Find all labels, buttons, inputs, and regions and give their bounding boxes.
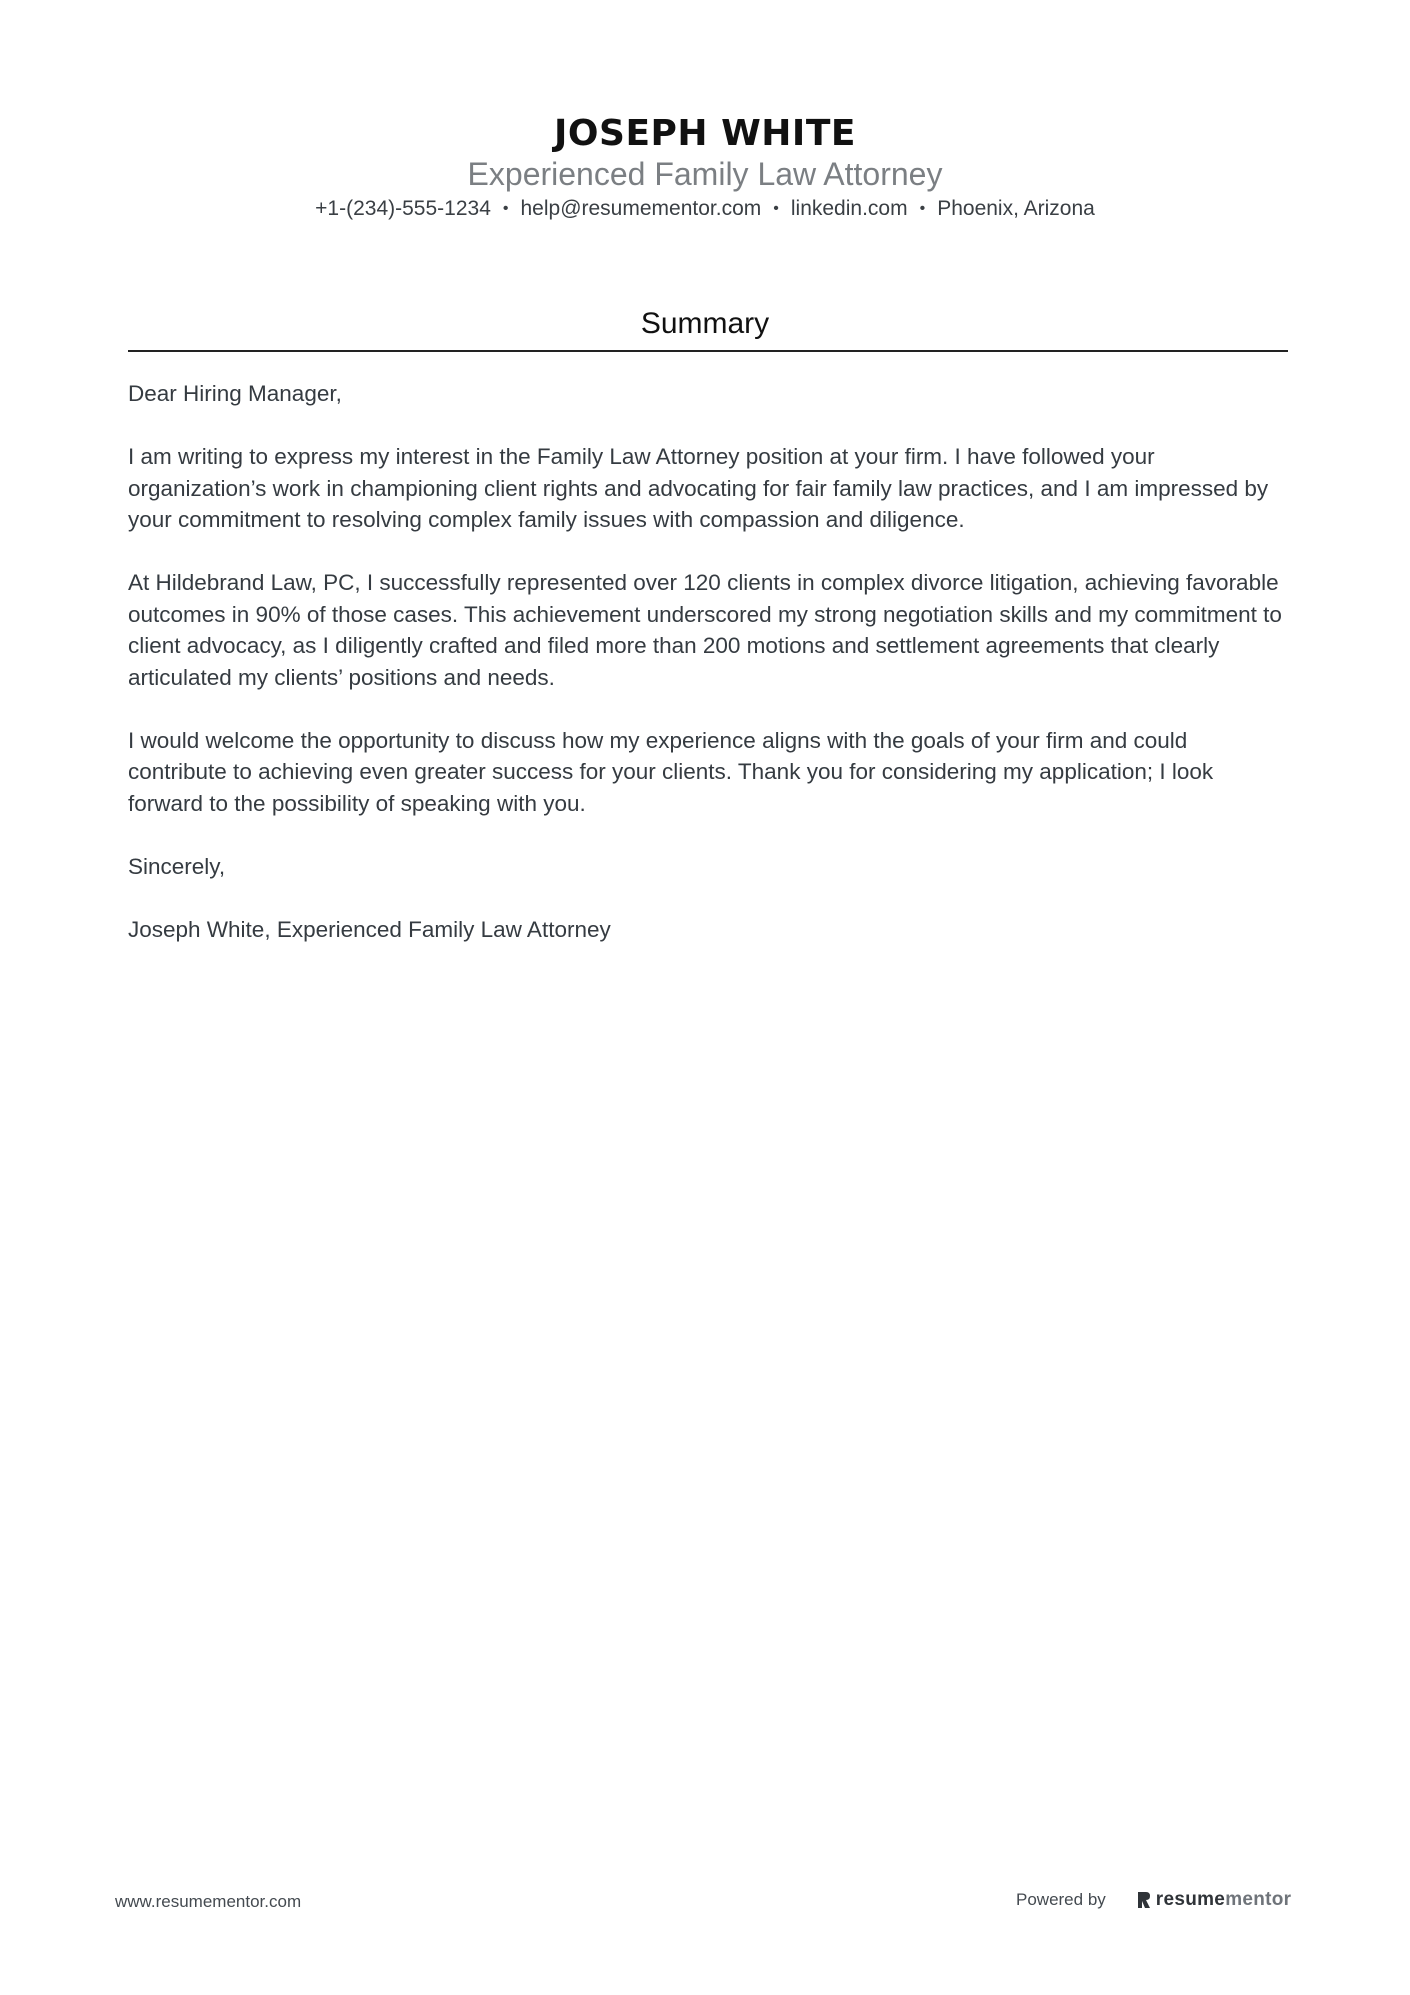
contact-separator: • [773,200,779,217]
brand-name-part1: resume [1155,1889,1226,1910]
brand-name-part2: mentor [1225,1889,1292,1910]
letter-paragraph: I am writing to express my interest in the Family Law Attorney position at your firm. I have followed your organization’s work in championing client rights and advocating for fair family law practices, and I am impressed by your commitment to resolving complex family issues with compassion and diligence. [128,444,1269,532]
footer-branding [1016,1886,1291,1914]
section-title-summary: Summary [640,307,770,340]
footer-website-link[interactable]: www.resumementor.com [115,1892,302,1911]
letter-closing: Sincerely, [128,853,226,879]
section-divider [128,350,1288,352]
contact-separator: • [919,200,926,217]
contact-line [0,194,1410,224]
letter-header [0,112,1410,224]
letter-paragraph: At Hildebrand Law, PC, I successfully represented over 120 clients in complex divorce litigation, achieving favorable outcomes in 90% of those cases. This achievement underscored my strong negotiation skills and my commitment to client advocacy, as I diligently crafted and filed more than 200 motions and settlement agreements that clearly articulated my clients’ positions and needs. [128,570,1282,690]
resumementor-logo-icon [1136,1890,1152,1910]
contact-separator: • [502,200,509,217]
applicant-title: Experienced Family Law Attorney [467,156,943,192]
contact-location: Phoenix, Arizona [937,197,1095,220]
brand-logo[interactable] [1136,1889,1292,1911]
letter-paragraph: I would welcome the opportunity to discuss how my experience aligns with the goals of your firm and could contribute to achieving even greater success for your clients. Thank you for considering my application; I look forward to the possibility of speaking with you. [128,727,1214,816]
letter-body [128,378,1288,977]
letter-greeting: Dear Hiring Manager, [128,381,342,406]
letter-signature: Joseph White, Experienced Family Law Attorney [128,916,611,942]
contact-email[interactable]: help@resumementor.com [520,197,762,220]
contact-phone: +1-(234)-555-1234 [315,197,491,220]
applicant-name: JOSEPH WHITE [554,113,856,154]
contact-linkedin[interactable]: linkedin.com [790,197,908,220]
powered-by-label: Powered by [1016,1890,1106,1909]
